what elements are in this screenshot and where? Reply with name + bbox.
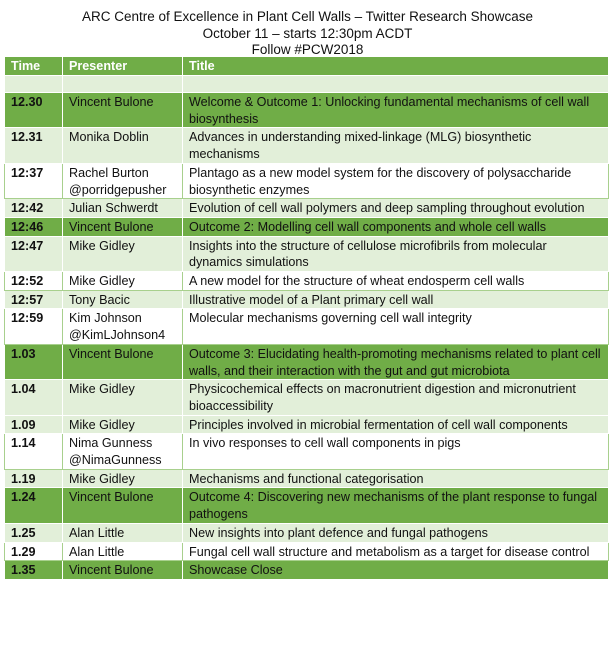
table-row [5,415,609,434]
presenter-cell: Mike Gidley [63,272,183,291]
title-cell: Insights into the structure of cellulose microfibrils from molecular dynamics simulations [183,236,609,271]
presenter-cell: Vincent Bulone [63,344,183,379]
time-cell: 12:47 [5,236,63,271]
table-row [5,290,609,309]
time-cell: 1.03 [5,344,63,379]
time-cell: 1.35 [5,561,63,580]
presenter-cell: Vincent Bulone [63,488,183,523]
presenter-cell: Vincent Bulone [63,93,183,128]
schedule-body [5,76,609,580]
column-header-presenter: Presenter [63,57,183,76]
presenter-cell: Rachel Burton @porridgepusher [63,163,183,198]
table-row [5,217,609,236]
title-cell: Outcome 4: Discovering new mechanisms of the plant response to fungal pathogens [183,488,609,523]
time-cell: 12:57 [5,290,63,309]
presenter-cell: Mike Gidley [63,236,183,271]
presenter-cell: Monika Doblin [63,128,183,163]
column-header-title: Title [183,57,609,76]
table-row [5,380,609,415]
presenter-cell: Kim Johnson @KimLJohnson4 [63,309,183,344]
time-cell: 1.29 [5,542,63,561]
presenter-cell: Alan Little [63,542,183,561]
table-row [5,561,609,580]
presenter-cell [63,76,183,93]
time-cell: 1.25 [5,523,63,542]
title-cell: Welcome & Outcome 1: Unlocking fundamental mechanisms of cell wall biosynthesis [183,93,609,128]
column-header-time: Time [5,57,63,76]
presenter-cell: Alan Little [63,523,183,542]
time-cell: 12:59 [5,309,63,344]
table-row [5,128,609,163]
table-row [5,488,609,523]
time-cell: 12:46 [5,217,63,236]
presenter-cell: Tony Bacic [63,290,183,309]
presenter-cell: Nima Gunness @NimaGunness [63,434,183,469]
presenter-cell: Mike Gidley [63,469,183,488]
presenter-cell: Mike Gidley [63,415,183,434]
table-row [5,344,609,379]
document-title: ARC Centre of Excellence in Plant Cell Walls – Twitter Research Showcase [82,9,533,24]
title-cell: Molecular mechanisms governing cell wall integrity [183,309,609,344]
presenter-cell: Vincent Bulone [63,561,183,580]
table-row [5,199,609,218]
title-cell: Plantago as a new model system for the discovery of polysaccharide biosynthetic enzymes [183,163,609,198]
time-cell [5,76,63,93]
table-row [5,93,609,128]
time-cell: 12:37 [5,163,63,198]
title-cell: Evolution of cell wall polymers and deep sampling throughout evolution [183,199,609,218]
time-cell: 1.09 [5,415,63,434]
title-cell: Physicochemical effects on macronutrient digestion and micronutrient bioaccessibility [183,380,609,415]
time-cell: 12.31 [5,128,63,163]
table-row [5,309,609,344]
time-cell: 1.14 [5,434,63,469]
title-cell: Outcome 2: Modelling cell wall components and whole cell walls [183,217,609,236]
presenter-cell: Julian Schwerdt [63,199,183,218]
title-cell: In vivo responses to cell wall components in pigs [183,434,609,469]
title-cell: Outcome 3: Elucidating health-promoting mechanisms related to plant cell walls, and their interaction with the gut and gut microbiota [183,344,609,379]
table-row [5,272,609,291]
title-cell [183,76,609,93]
table-row [5,163,609,198]
title-cell: Showcase Close [183,561,609,580]
title-cell: Illustrative model of a Plant primary cell wall [183,290,609,309]
title-cell: Advances in understanding mixed-linkage (MLG) biosynthetic mechanisms [183,128,609,163]
table-header-row [5,57,609,76]
time-cell: 1.04 [5,380,63,415]
time-cell: 1.24 [5,488,63,523]
title-cell: A new model for the structure of wheat endosperm cell walls [183,272,609,291]
presenter-cell: Vincent Bulone [63,217,183,236]
title-cell: New insights into plant defence and fungal pathogens [183,523,609,542]
time-cell: 12:42 [5,199,63,218]
table-row [5,76,609,93]
table-row [5,434,609,469]
time-cell: 1.19 [5,469,63,488]
document-header [0,0,615,56]
schedule-table [4,56,609,580]
follow-hashtag: Follow #PCW2018 [251,42,364,57]
time-cell: 12.30 [5,93,63,128]
time-cell: 12:52 [5,272,63,291]
table-row [5,236,609,271]
table-row [5,469,609,488]
event-date: October 11 – starts 12:30pm ACDT [202,25,413,41]
table-row [5,542,609,561]
presenter-cell: Mike Gidley [63,380,183,415]
title-cell: Mechanisms and functional categorisation [183,469,609,488]
table-row [5,523,609,542]
title-cell: Principles involved in microbial fermentation of cell wall components [183,415,609,434]
title-cell: Fungal cell wall structure and metabolism as a target for disease control [183,542,609,561]
